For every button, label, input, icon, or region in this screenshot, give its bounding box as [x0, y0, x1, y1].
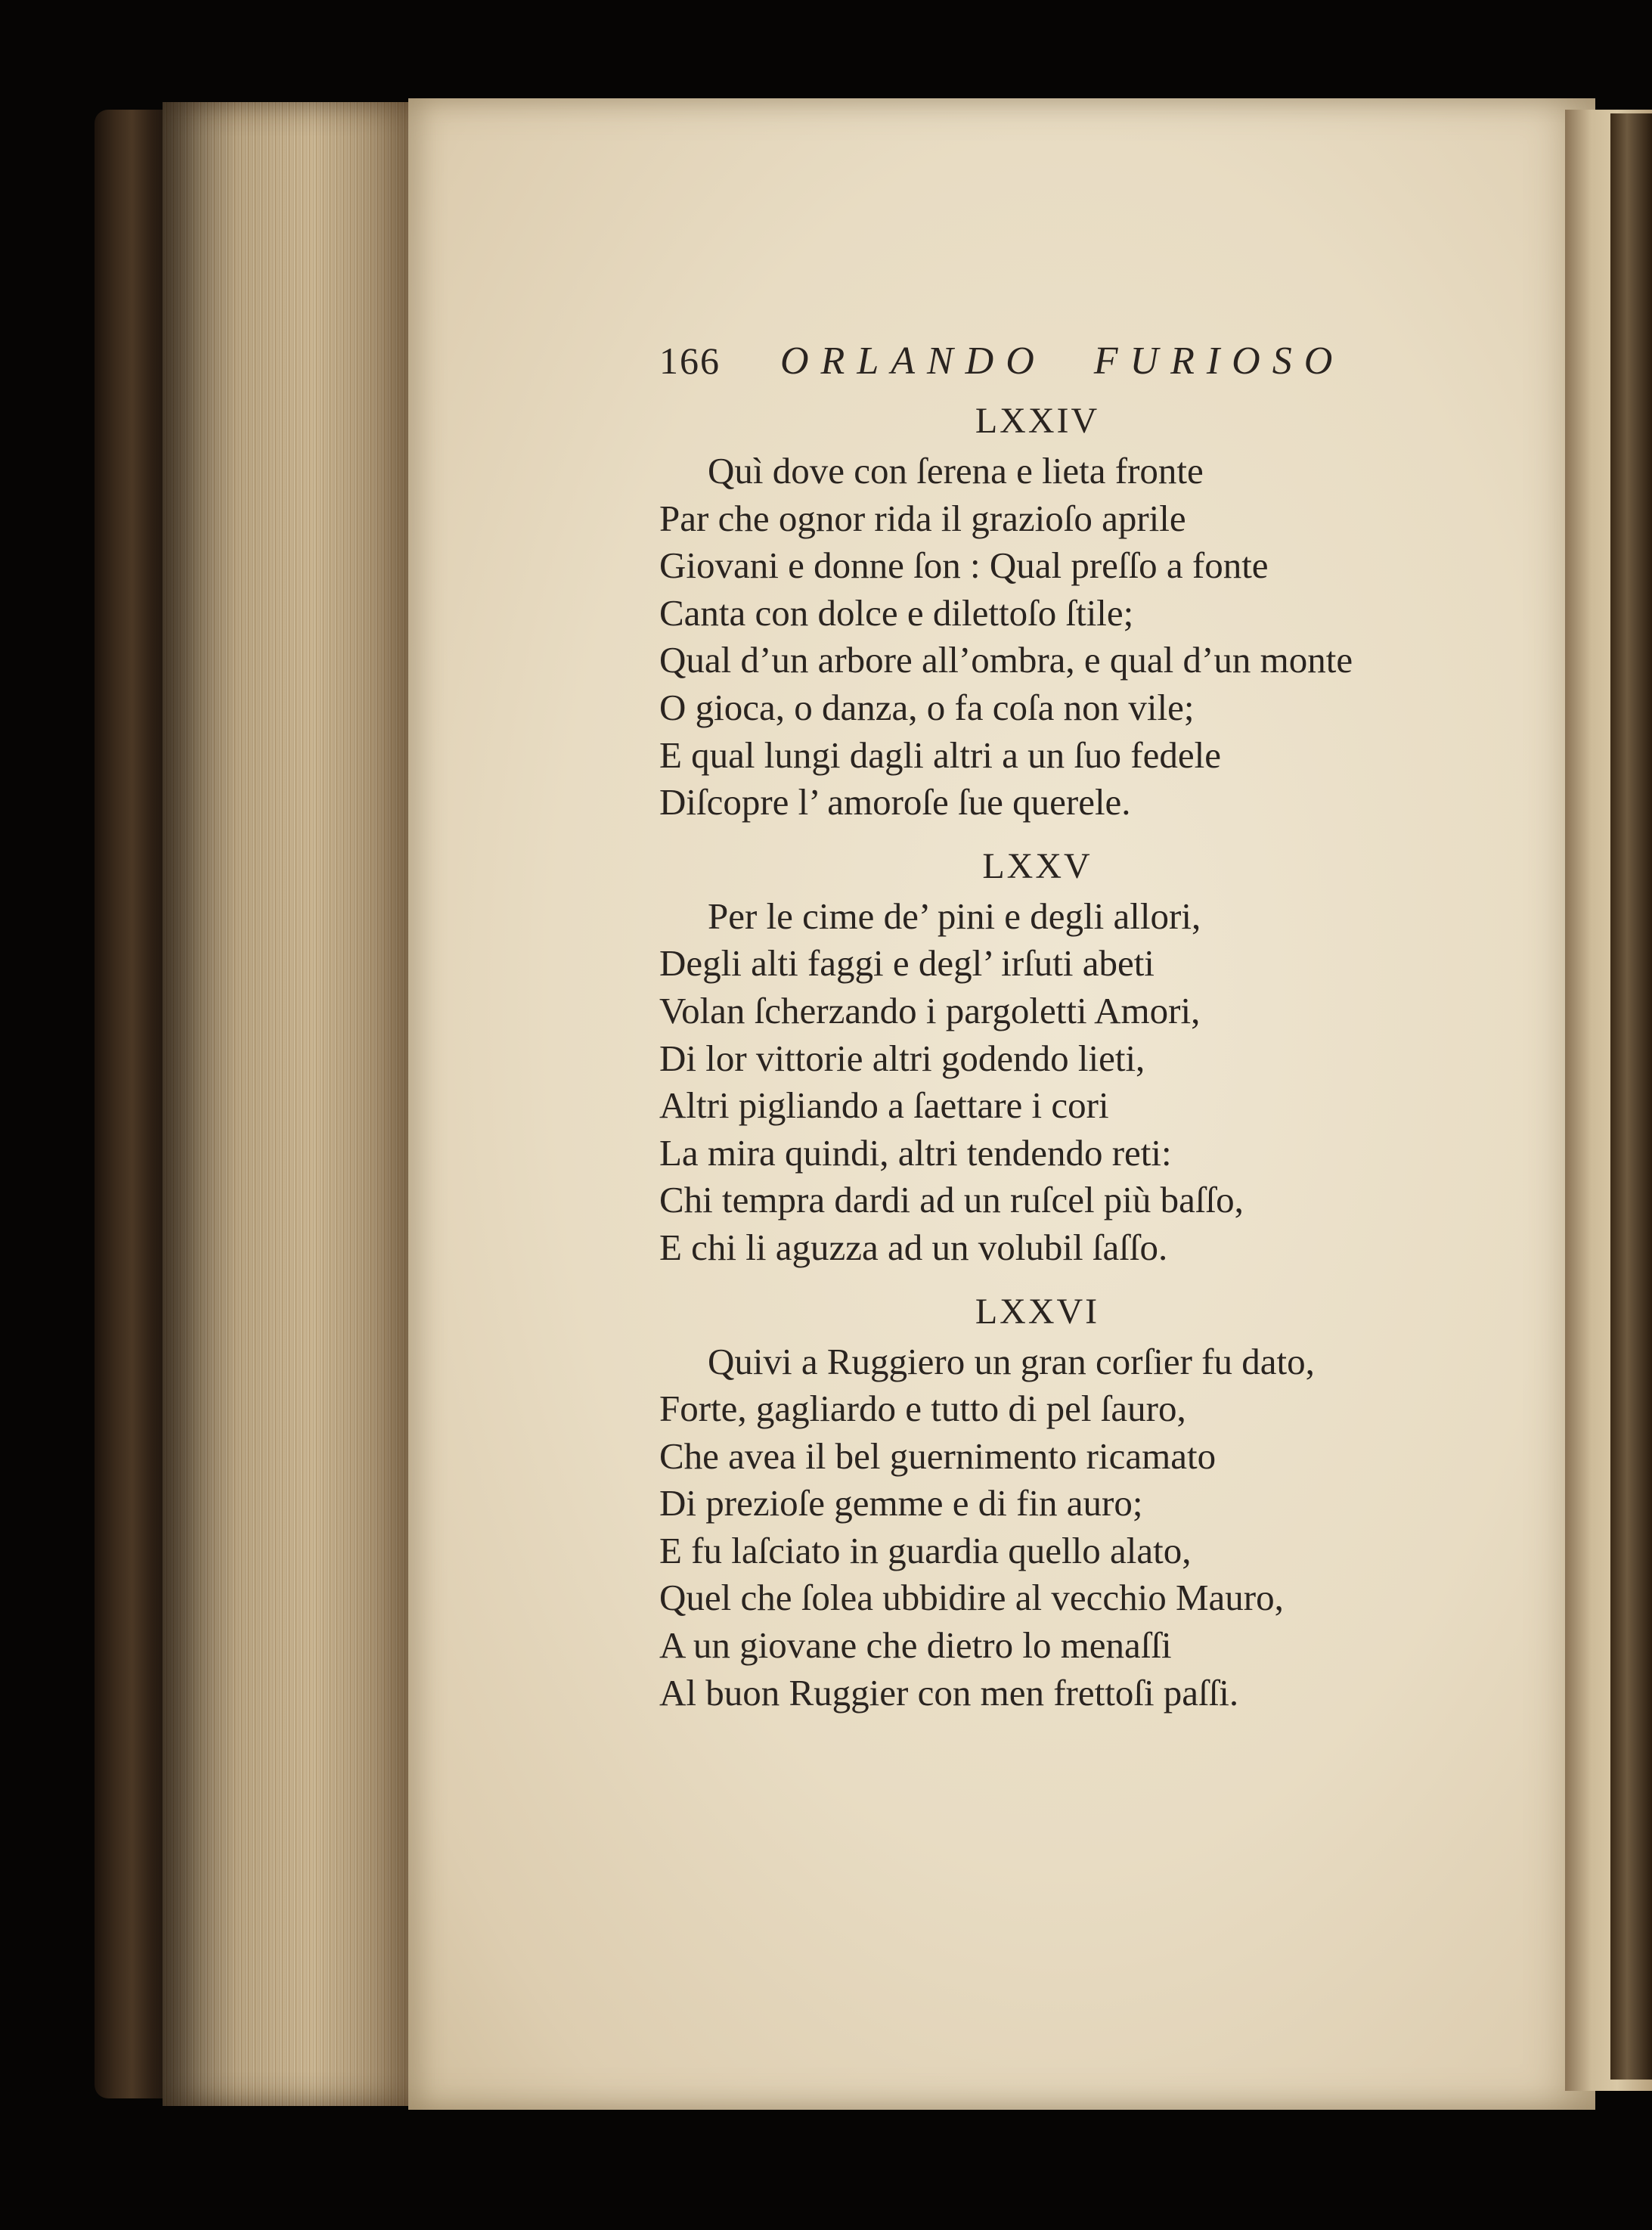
verse-line: Quivi a Ruggiero un gran corſier fu dato,	[708, 1340, 1315, 1382]
page-number: 166	[659, 340, 721, 382]
book-title: ORLANDO FURIOSO	[780, 340, 1345, 383]
verse-line: E chi li aguzza ad un volubil ſaſſo.	[659, 1226, 1168, 1268]
stanza	[659, 395, 1514, 827]
verse-line: Quì dove con ſerena e lieta fronte	[708, 450, 1204, 492]
stanza-number: LXXIV	[975, 401, 1100, 441]
verse-line: Per le cime de’ pini e degli allori,	[708, 895, 1201, 937]
verse-line: La mira quindi, altri tendendo reti:	[659, 1131, 1172, 1174]
stanza-number: LXXV	[982, 845, 1093, 886]
facing-page-edge	[1610, 113, 1652, 2080]
stanza	[659, 1286, 1514, 1717]
verse-line: O gioca, o danza, o fa coſa non vile;	[659, 686, 1195, 728]
verse-line: Diſcopre l’ amoroſe ſue querele.	[659, 781, 1131, 823]
page-edges-shading	[163, 102, 412, 2106]
stanza	[659, 840, 1514, 1272]
verse-line: Forte, gagliardo e tutto di pel ſauro,	[659, 1388, 1186, 1430]
stanza-number: LXXVI	[975, 1291, 1100, 1332]
verse-line: Par che ognor rida il grazioſo aprile	[659, 497, 1186, 539]
verse-line: Giovani e donne ſon : Qual preſſo a fonte	[659, 544, 1269, 587]
verse-line: Degli alti faggi e degl’ irſuti abeti	[659, 942, 1155, 985]
verse-line: Altri pigliando a ſaettare i cori	[659, 1084, 1109, 1127]
verse-line: Chi tempra dardi ad un ruſcel più baſſo,	[659, 1179, 1244, 1221]
verse-line: Quel che ſolea ubbidire al vecchio Mauro,	[659, 1577, 1284, 1619]
verse-line: E fu laſciato in guardia quello alato,	[659, 1529, 1192, 1571]
verse-line: Che avea il bel guernimento ricamato	[659, 1434, 1217, 1477]
verse-line: Di lor vittorie altri godendo lieti,	[659, 1037, 1145, 1079]
verse-line: Canta con dolce e dilettoſo ſtile;	[659, 591, 1134, 634]
verse-line: A un giovane che dietro lo menaſſi	[659, 1624, 1172, 1667]
verse-line: E qual lungi dagli altri a un ſuo fedele	[659, 734, 1221, 776]
verse-line: Qual d’un arbore all’ombra, e qual d’un monte	[659, 639, 1353, 681]
verse-line: Al buon Ruggier con men frettoſi paſſi.	[659, 1671, 1239, 1714]
verse-line: Volan ſcherzando i pargoletti Amori,	[659, 989, 1201, 1031]
running-head	[659, 333, 1514, 395]
text-block	[659, 333, 1514, 1730]
verse-line: Di prezioſe gemme e di fin auro;	[659, 1482, 1143, 1524]
